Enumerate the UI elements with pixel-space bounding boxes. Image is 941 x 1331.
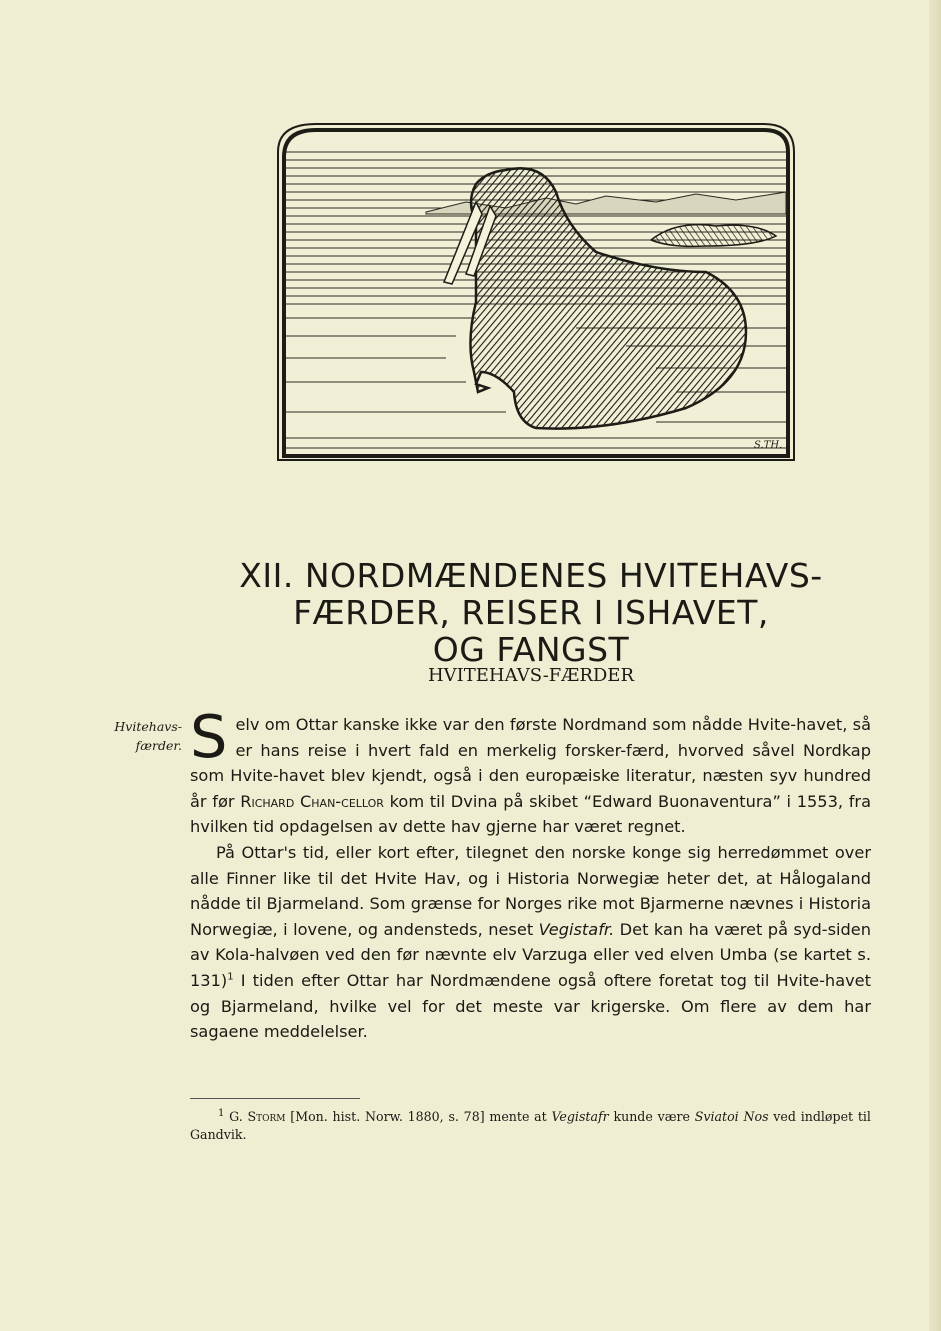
paragraph-2 <box>190 840 871 1045</box>
footnote-term-2: Sviatoi Nos <box>694 1109 769 1124</box>
chapter-title <box>186 557 876 668</box>
illustration-signature: S.TH. <box>754 440 783 451</box>
marginal-note-line-2: færder. <box>135 738 182 753</box>
walrus-illustration <box>276 122 796 462</box>
chapter-title-line-2: FÆRDER, REISER I ISHAVET, <box>293 593 769 633</box>
paragraph-1-text-b: kom til Dvina på skibet “Edward Buonaventura” i 1553, fra hvilken tid opdagelsen av dette hav gjerne har været regnet. <box>190 791 871 837</box>
section-heading: HVITEHAVS-FÆRDER <box>427 665 634 686</box>
body-text <box>190 702 872 1045</box>
person-name: Richard Chan-cellor <box>240 791 384 811</box>
footnote-text-a: [Mon. hist. Norw. 1880, s. 78] mente at <box>285 1109 552 1124</box>
paragraph-1-text-a: elv om Ottar kanske ikke var den første Nordmand som nådde Hvite-havet, så er hans reise i hvert fald en merkelig forsker-færd, hvorved såvel Nordkap som Hvite-havet blev kjendt, også i den europæiske literatur, næsten syv hundred år før <box>190 715 871 811</box>
paragraph-2-text-b: Det kan ha været på syd-siden av Kola-halvøen ved den før nævnte elv Varzuga eller ved elven Umba (se kartet s. 131) <box>190 919 872 990</box>
paragraph-2-text-c: I tiden efter Ottar har Nordmændene også oftere foretat tog til Hvite-havet og Bjarmeland, hvilke vel for det meste var krigerske. Om flere av dem har sagaene meddelelser. <box>190 970 871 1042</box>
footnote-text-b: kunde være <box>608 1109 695 1124</box>
footnote-term-1: Vegistafr <box>551 1109 609 1124</box>
marginal-note-line-1: Hvitehavs- <box>114 719 182 734</box>
footnote-divider <box>190 1098 360 1099</box>
chapter-title-line-3: OG FANGST <box>432 630 630 670</box>
footnote-number: 1 <box>218 1107 225 1119</box>
paragraph-2-text-a: På Ottar's tid, eller kort efter, tilegnet den norske konge sig herredømmet over alle Finner like til det Hvite Hav, og i Historia Norwegiæ heter det, at Hålogaland nådde til Bjarmeland. Som grænse for Norges rike mot Bjarmerne nævnes i Historia Norwegiæ, i lovene, og andensteds, neset <box>190 842 871 939</box>
footnote-text-c: ved indløpet til Gandvik. <box>190 1109 871 1142</box>
chapter-title-line-1: XII. NORDMÆNDENES HVITEHAVS- <box>239 556 823 596</box>
drop-cap: S <box>190 702 228 771</box>
paragraph-1 <box>190 702 871 840</box>
marginal-note <box>90 717 182 755</box>
page-edge <box>929 0 941 1331</box>
place-name: Vegistafr. <box>538 919 615 939</box>
footnote-reference[interactable]: 1 <box>227 971 234 983</box>
footnote <box>190 1108 871 1144</box>
footnote-author: G. Storm <box>229 1109 286 1124</box>
